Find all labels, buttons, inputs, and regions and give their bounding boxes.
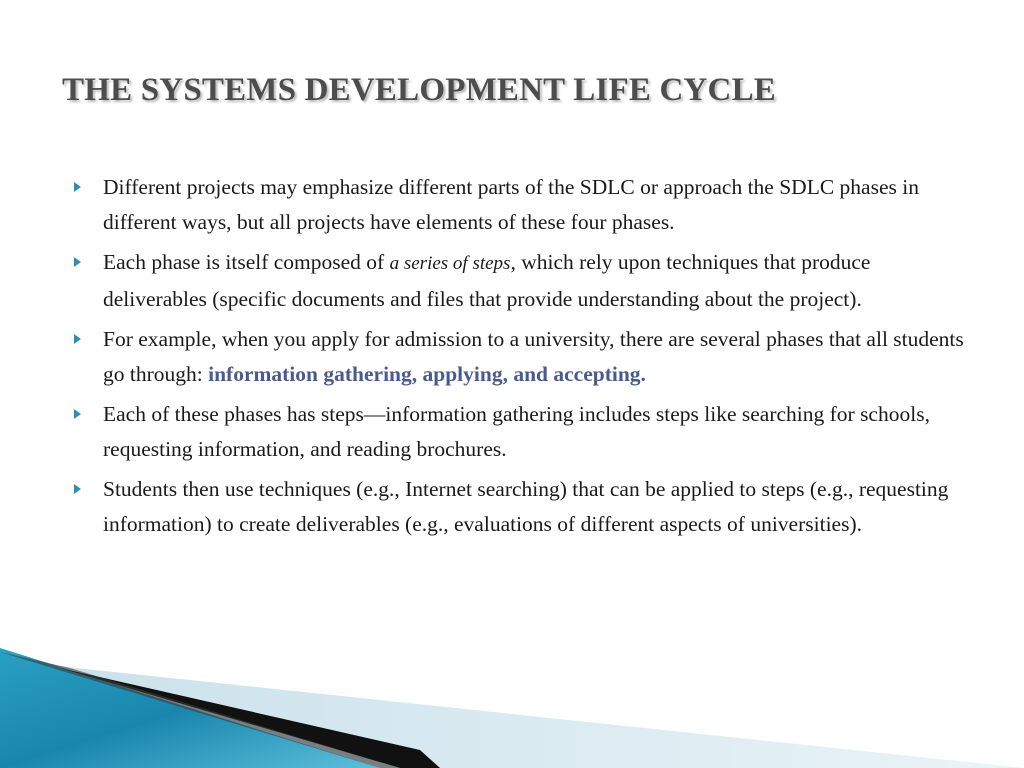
wave-gray-stripe [0,652,400,768]
triangle-bullet-icon [74,409,81,419]
bullet-text: Different projects may emphasize different parts of the SDLC or approach the SDLC phases in different ways, but all projects have elements of these four phases. [103,175,919,234]
triangle-bullet-icon [74,334,81,344]
wave-dark-stripe [60,668,440,768]
bullet-item [74,245,974,316]
wave-light-band [0,660,1024,768]
emphasis-text: a series of steps [389,253,511,274]
bullet-text: , which rely upon techniques that produce deliverables (specific documents and files that provide understanding about the project). [103,250,871,311]
triangle-bullet-icon [74,484,81,494]
bullet-item [74,472,974,541]
bullet-text: Each phase is itself composed of [103,250,390,274]
triangle-bullet-icon [74,182,81,192]
bullet-list [74,170,974,547]
bullet-item [74,170,974,239]
triangle-bullet-icon [74,257,81,267]
slide-title: THE SYSTEMS DEVELOPMENT LIFE CYCLE [62,72,777,108]
wave-teal-band [0,648,380,768]
bullet-text: Each of these phases has steps—information gathering includes steps like searching for schools, requesting information, and reading brochures. [103,402,930,461]
bullet-text: Students then use techniques (e.g., Internet searching) that can be applied to steps (e.g., requesting information) to create deliverables (e.g., evaluations of different aspects of universities). [103,477,949,536]
bullet-item [74,397,974,466]
bullet-item [74,322,974,391]
highlighted-phases: information gathering, applying, and accepting. [208,361,646,386]
bullet-text: For example, when you apply for admission to a university, there are several phases that all students go through: [103,327,964,386]
